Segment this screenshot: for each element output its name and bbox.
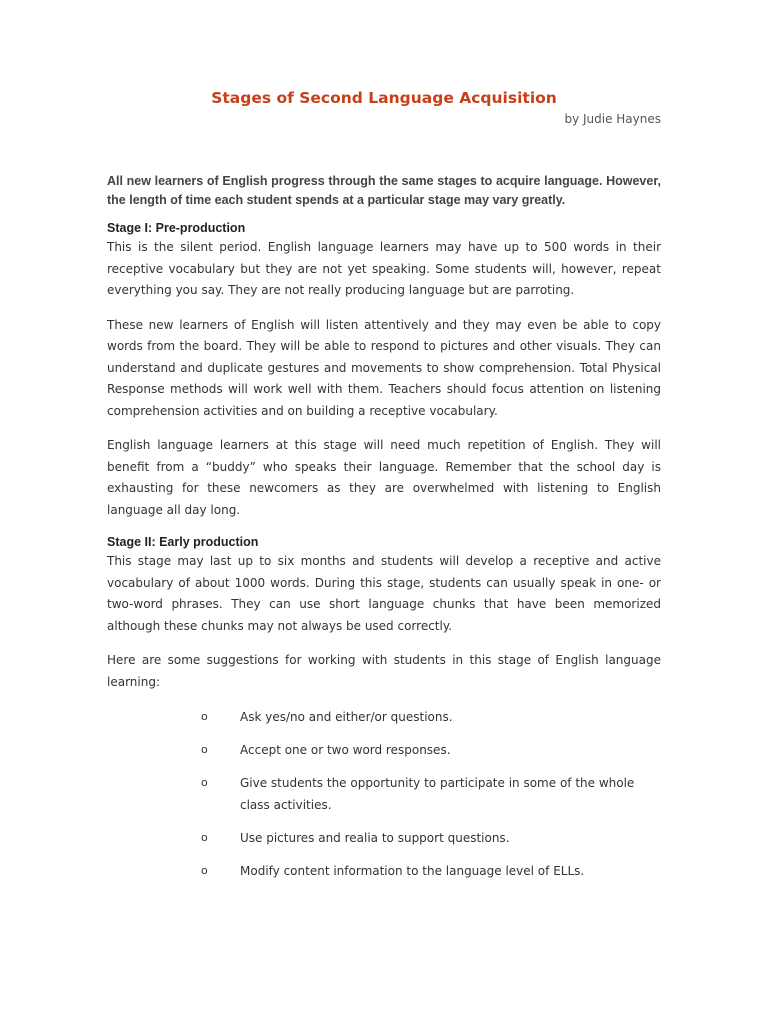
intro-paragraph: All new learners of English progress through the same stages to acquire language. However, the length of time each student spends at a particular stage may vary greatly.	[107, 174, 661, 207]
stage-1-paragraph: English language learners at this stage will need much repetition of English. They will benefit from a “buddy” who speaks their language. Remember that the school day is exhausting for these newcomers as they are overwhelmed with listening to English language all day long.	[107, 438, 661, 517]
document-body	[107, 172, 661, 893]
bullet-marker: o	[201, 831, 208, 844]
stage-1-section	[107, 220, 661, 521]
stage-2-section	[107, 534, 661, 882]
author-byline: by Judie Haynes	[564, 112, 661, 126]
list-item-text: Modify content information to the language level of ELLs.	[240, 864, 585, 878]
list-item-text: Give students the opportunity to participate in some of the whole class activities.	[240, 776, 635, 812]
list-item	[201, 772, 661, 816]
bullet-marker: o	[201, 743, 208, 756]
stage-1-heading: Stage I: Pre-production	[107, 221, 246, 235]
list-item-text: Ask yes/no and either/or questions.	[240, 710, 453, 724]
list-item-text: Use pictures and realia to support questions.	[240, 831, 510, 845]
suggestions-list	[201, 706, 661, 882]
stage-2-paragraph: This stage may last up to six months and students will develop a receptive and active vocabulary of about 1000 words. During this stage, students can usually speak in one- or two-word phrases. They can use short language chunks that have been memorized although these chunks may not always be used correctly.	[107, 554, 661, 633]
list-item	[201, 706, 661, 728]
stage-2-heading: Stage II: Early production	[107, 535, 259, 549]
stage-2-paragraph: Here are some suggestions for working with students in this stage of English language learning:	[107, 653, 661, 689]
stage-1-paragraph: These new learners of English will listen attentively and they may even be able to copy words from the board. They will be able to respond to pictures and other visuals. They can understand and duplicate gestures and movements to show comprehension. Total Physical Response methods will work well with them. Teachers should focus attention on listening comprehension activities and on building a receptive vocabulary.	[107, 317, 661, 418]
list-item	[201, 827, 661, 849]
stage-1-paragraph: This is the silent period. English language learners may have up to 500 words in their receptive vocabulary but they are not yet speaking. Some students will, however, repeat everything you say. They are not really producing language but are parroting.	[107, 240, 661, 297]
document-title: Stages of Second Language Acquisition	[211, 89, 557, 107]
bullet-marker: o	[201, 864, 208, 877]
bullet-marker: o	[201, 710, 208, 723]
list-item-text: Accept one or two word responses.	[240, 743, 451, 757]
list-item	[201, 860, 661, 882]
list-item	[201, 739, 661, 761]
bullet-marker: o	[201, 776, 208, 789]
